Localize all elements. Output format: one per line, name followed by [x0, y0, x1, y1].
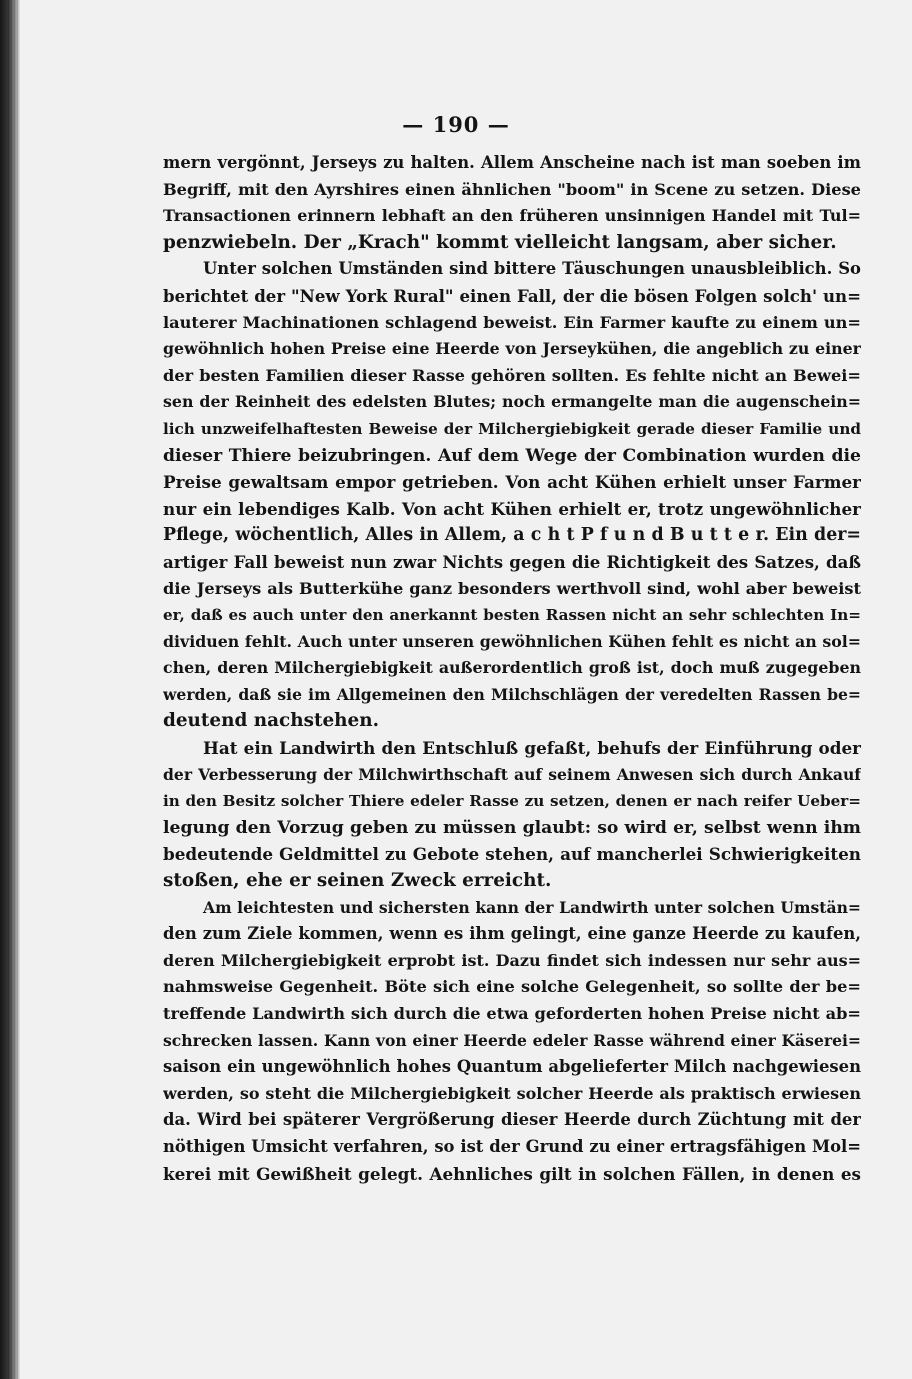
text-line: er, daß es auch unter den anerkannt besten Rassen nicht an sehr schlechten In= [163, 606, 861, 625]
text-line: chen, deren Milchergiebigkeit außerordentlich groß ist, doch muß zugegeben [163, 658, 861, 678]
text-line: treffende Landwirth sich durch die etwa geforderten hohen Preise nicht ab= [163, 1004, 861, 1023]
text-line: lich unzweifelhaftesten Beweise der Milchergiebigkeit gerade dieser Familie und [163, 419, 861, 438]
text-line: kerei mit Gewißheit gelegt. Aehnliches gilt in solchen Fällen, in denen es [163, 1163, 861, 1184]
text-line: der besten Familien dieser Rasse gehören sollten. Es fehlte nicht an Bewei= [163, 365, 861, 385]
text-line: stoßen, ehe er seinen Zweck erreicht. [163, 870, 552, 892]
text-line: nöthigen Umsicht verfahren, so ist der Grund zu einer ertragsfähigen Mol= [163, 1136, 861, 1156]
text-line: deren Milchergiebigkeit erprobt ist. Dazu findet sich indessen nur sehr aus= [163, 950, 861, 970]
text-line: Pflege, wöchentlich, Alles in Allem, a c h t P f u n d B u t t e r. Ein der= [163, 525, 861, 546]
text-line: Unter solchen Umständen sind bittere Täuschungen unausbleiblich. So [203, 259, 861, 279]
text-line: legung den Vorzug geben zu müssen glaubt: so wird er, selbst wenn ihm [163, 817, 861, 838]
text-line: den zum Ziele kommen, wenn es ihm gelingt, eine ganze Heerde zu kaufen, [163, 924, 861, 944]
text-line: dieser Thiere beizubringen. Auf dem Wege der Combination wurden die [163, 445, 861, 466]
text-line: penzwiebeln. Der „Krach" kommt vielleicht langsam, aber sicher. [163, 231, 837, 253]
text-line: der Verbesserung der Milchwirthschaft auf seinem Anwesen sich durch Ankauf [163, 764, 861, 784]
text-line: werden, daß sie im Allgemeinen den Milchschlägen der veredelten Rassen be= [163, 684, 861, 704]
text-line: lauterer Machinationen schlagend beweist. Ein Farmer kaufte zu einem un= [163, 312, 861, 332]
text-line: Am leichtesten und sichersten kann der Landwirth unter solchen Umstän= [203, 897, 861, 917]
page-number: — 190 — [402, 112, 510, 137]
text-line: saison ein ungewöhnlich hohes Quantum abgelieferter Milch nachgewiesen [163, 1057, 861, 1077]
text-line: gewöhnlich hohen Preise eine Heerde von Jerseykühen, die angeblich zu einer [163, 339, 861, 359]
text-line: artiger Fall beweist nun zwar Nichts gegen die Richtigkeit des Satzes, daß [163, 551, 861, 572]
text-line: nahmsweise Gegenheit. Böte sich eine solche Gelegenheit, so sollte der be= [163, 977, 861, 997]
text-line: schrecken lassen. Kann von einer Heerde edeler Rasse während einer Käserei= [163, 1030, 861, 1050]
text-line: nur ein lebendiges Kalb. Von acht Kühen erhielt er, trotz ungewöhnlicher [163, 498, 861, 519]
text-line: bedeutende Geldmittel zu Gebote stehen, auf mancherlei Schwierigkeiten [163, 844, 861, 865]
text-line: Transactionen erinnern lebhaft an den früheren unsinnigen Handel mit Tul= [163, 206, 861, 226]
text-line: Begriff, mit den Ayrshires einen ähnlichen "boom" in Scene zu setzen. Diese [163, 179, 861, 199]
text-line: in den Besitz solcher Thiere edeler Rasse zu setzen, denen er nach reifer Ueber= [163, 792, 861, 811]
page-stack-lines [8, 0, 18, 1379]
text-line: werden, so steht die Milchergiebigkeit solcher Heerde als praktisch erwiesen [163, 1083, 861, 1103]
text-line: dividuen fehlt. Auch unter unseren gewöhnlichen Kühen fehlt es nicht an sol= [163, 631, 861, 651]
text-line: Preise gewaltsam empor getrieben. Von acht Kühen erhielt unser Farmer [163, 472, 861, 493]
text-line: sen der Reinheit des edelsten Blutes; noch ermangelte man die augenschein= [163, 392, 861, 412]
text-line: deutend nachstehen. [163, 710, 380, 732]
text-line: Hat ein Landwirth den Entschluß gefaßt, behufs der Einführung oder [203, 738, 861, 759]
body-text [163, 150, 861, 1187]
text-line: mern vergönnt, Jerseys zu halten. Allem Anscheine nach ist man soeben im [163, 153, 861, 172]
text-line: da. Wird bei späterer Vergrößerung dieser Heerde durch Züchtung mit der [163, 1110, 861, 1130]
text-line: die Jerseys als Butterkühe ganz besonders werthvoll sind, wohl aber beweist [163, 578, 861, 598]
text-line: berichtet der "New York Rural" einen Fall, der die bösen Folgen solch' un= [163, 285, 861, 306]
